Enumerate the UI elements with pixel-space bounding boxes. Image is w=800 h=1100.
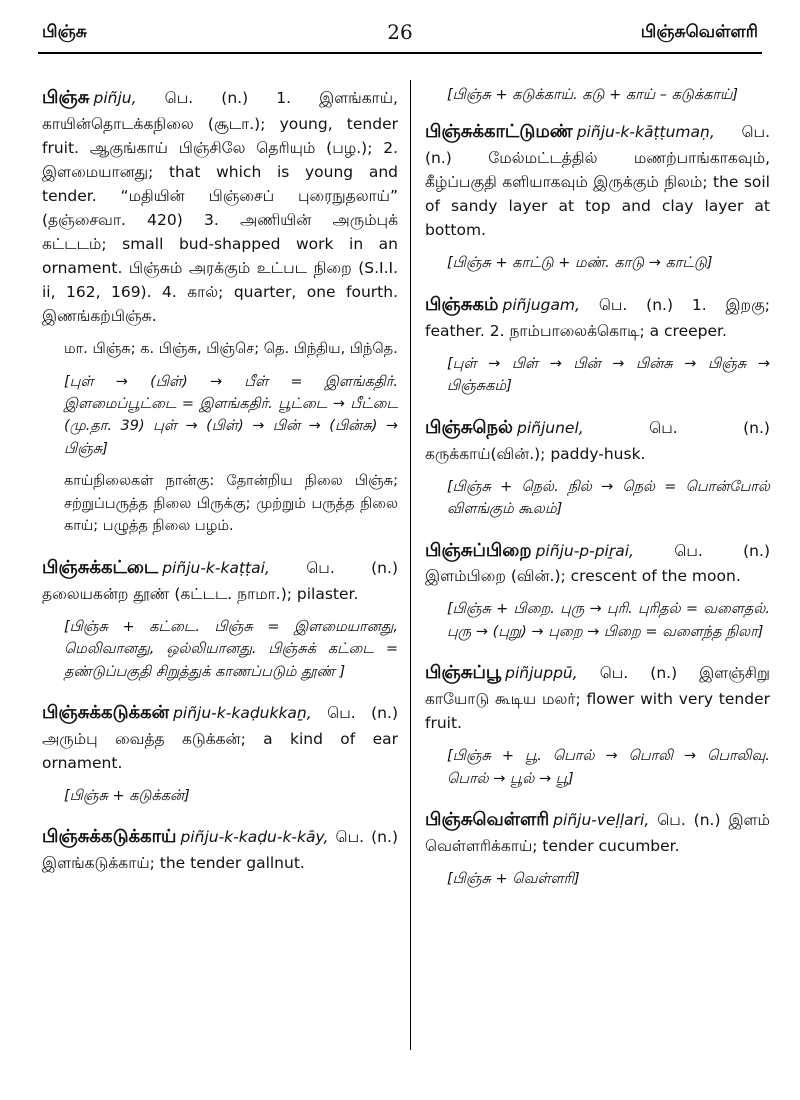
- entry-pinju: [42, 84, 398, 538]
- etymology: [பிஞ்சு + காட்டு + மண். காடு → காட்டு]: [447, 255, 713, 272]
- headword: பிஞ்சுவெள்ளரி: [425, 809, 550, 831]
- headword: பிஞ்சுப்பிறை: [425, 539, 532, 561]
- definition: பெ. (n.) மேல்மட்டத்தில் மணற்பாங்காகவும், கீழ்ப்பகுதி களியாகவும் இருக்கும் நிலம்; the soil of sandy layer at top and clay layer at bottom.: [425, 123, 770, 240]
- etymology: [பிஞ்சு + கட்டை. பிஞ்சு = இளமையானது, மெலிவானது, ஒல்லியானது. பிஞ்சுக் கட்டை = தண்டுப்பகுதி சிறுத்துக் காணப்படும் தூண் ]: [64, 618, 398, 680]
- entry-pinju-k-kadukkan: [42, 699, 398, 807]
- headword: பிஞ்சுக்கடுக்காய்: [42, 826, 177, 848]
- etymology: [பிஞ்சு + பிறை. புரு → புரி. புரிதல் = வளைதல். புரு → (புறு) → புறை → பிறை = வளைந்த நிலா]: [447, 601, 770, 640]
- entry-pinju-k-kattai: [42, 554, 398, 683]
- transliteration: piñjunel,: [517, 418, 584, 437]
- definition: பெ. (n.) தலையகன்ற தூண் (கட்டட. நாமா.); pilaster.: [42, 558, 398, 603]
- transliteration: piñjuppū,: [505, 664, 578, 683]
- page-number: 26: [387, 20, 413, 44]
- entry-pinjuppu: [425, 659, 770, 790]
- etymology: [பிஞ்சு + கடுக்காய். கடு + காய் – கடுக்காய்]: [447, 87, 739, 103]
- headword: பிஞ்சுகம்: [425, 293, 499, 315]
- etymology: [பிஞ்சு + பூ. பொல் → பொலி → பொலிவு. பொல் → பூல் → பூ]: [447, 748, 770, 787]
- transliteration: piñju-k-kaṭṭai,: [162, 558, 270, 577]
- cognates: மா. பிஞ்சு; க. பிஞ்சு, பிஞ்செ; தெ. பிந்திய, பிந்தெ.: [64, 341, 398, 358]
- entry-pinju-k-kadu-k-kay: [42, 823, 398, 875]
- etymology: [புள் → பிள் → பின் → பின்சு → பிஞ்சு → பிஞ்சுகம்]: [447, 355, 770, 395]
- etymology: [பிஞ்சு + நெல். நில் → நெல் = பொன்போல் விளங்கும் கூலம்]: [447, 478, 770, 518]
- headword: பிஞ்சுக்காட்டுமண்: [425, 121, 573, 143]
- entry-continuation: [425, 84, 770, 106]
- headword: பிஞ்சு: [42, 87, 90, 108]
- transliteration: piñju-k-kaḍukkaṉ,: [173, 704, 312, 723]
- note: காய்நிலைகள் நான்கு: தோன்றிய நிலை பிஞ்சு; சற்றுப்பருத்த நிலை பிருக்கு; முற்றும் பருத்த நிலை காய்; பழுத்த நிலை பழம்.: [64, 473, 398, 535]
- definition: பெ. (n.) 1. இளங்காய், காயின்தொடக்கநிலை (சூடா.); young, tender fruit. ஆகுங்காய் பிஞ்சிலே தெரியும் (பழ.); 2. இளமையானது; that which is young and tender. “மதியின் பிஞ்சைப் புரைநுதலாய்” (தஞ்சைவா. 420) 3. அணியின் அரும்புக் கட்டடம்; small bud-shapped work in an ornament. பிஞ்சும் அரக்கும் உட்பட நிறை (S.I.I. ii, 162, 169). 4. கால்; quarter, one fourth. இணங்கற்பிஞ்சு.: [42, 89, 398, 326]
- entry-pinju-vellari: [425, 806, 770, 890]
- column-divider: [410, 80, 411, 1050]
- transliteration: piñju-k-kaḍu-k-kāy,: [180, 828, 329, 847]
- definition: பெ. (n.) இளங்கடுக்காய்; the tender gallnut.: [42, 828, 398, 873]
- headword: பிஞ்சுப்பூ: [425, 662, 502, 684]
- headword: பிஞ்சுக்கட்டை: [42, 556, 159, 578]
- left-column: [42, 84, 398, 891]
- definition: பெ. (n.) இளம் வெள்ளரிக்காய்; tender cucumber.: [425, 811, 770, 856]
- entry-pinju-p-pirai: [425, 537, 770, 644]
- entry-pinjugam: [425, 291, 770, 398]
- entry-pinjunel: [425, 414, 770, 521]
- header-right-word: பிஞ்சுவெள்ளரி: [640, 22, 758, 42]
- header-left-word: பிஞ்சு: [42, 22, 87, 42]
- definition: பெ. (n.) இளஞ்சிறு காயோடு கூடிய மலர்; flower with very tender fruit.: [425, 664, 770, 733]
- transliteration: piñju,: [93, 89, 137, 107]
- headword: பிஞ்சுநெல்: [425, 416, 513, 438]
- definition: பெ. (n.) அரும்பு வைத்த கடுக்கன்; a kind of ear ornament.: [42, 704, 398, 772]
- transliteration: piñju-k-kāṭṭumaṇ,: [576, 123, 715, 142]
- definition: பெ. (n.) கருக்காய்(வின்.); paddy-husk.: [425, 418, 770, 463]
- entry-pinju-k-kattuman: [425, 118, 770, 274]
- definition: பெ. (n.) இளம்பிறை (வின்.); crescent of the moon.: [425, 541, 770, 586]
- etymology: [புள் → (பிள்) → பீள் = இளங்கதிர். இளமைப்பூட்டை = இளங்கதிர். பூட்டை → பீட்டை (மு.தா. 39) புள் → (பிள்) → பின் → (பின்சு) → பிஞ்சு]: [64, 373, 398, 457]
- headword: பிஞ்சுக்கடுக்கன்: [42, 702, 170, 724]
- definition: பெ. (n.) 1. இறகு; feather. 2. நாம்பாலைக்கொடி; a creeper.: [425, 295, 770, 340]
- header-rule: [38, 52, 762, 54]
- transliteration: piñju-p-piṟai,: [535, 541, 634, 560]
- right-column: [425, 84, 770, 907]
- transliteration: piñjugam,: [502, 295, 580, 314]
- etymology: [பிஞ்சு + வெள்ளரி]: [447, 871, 580, 888]
- etymology: [பிஞ்சு + கடுக்கன்]: [64, 788, 190, 805]
- transliteration: piñju-veḷḷari,: [553, 811, 650, 830]
